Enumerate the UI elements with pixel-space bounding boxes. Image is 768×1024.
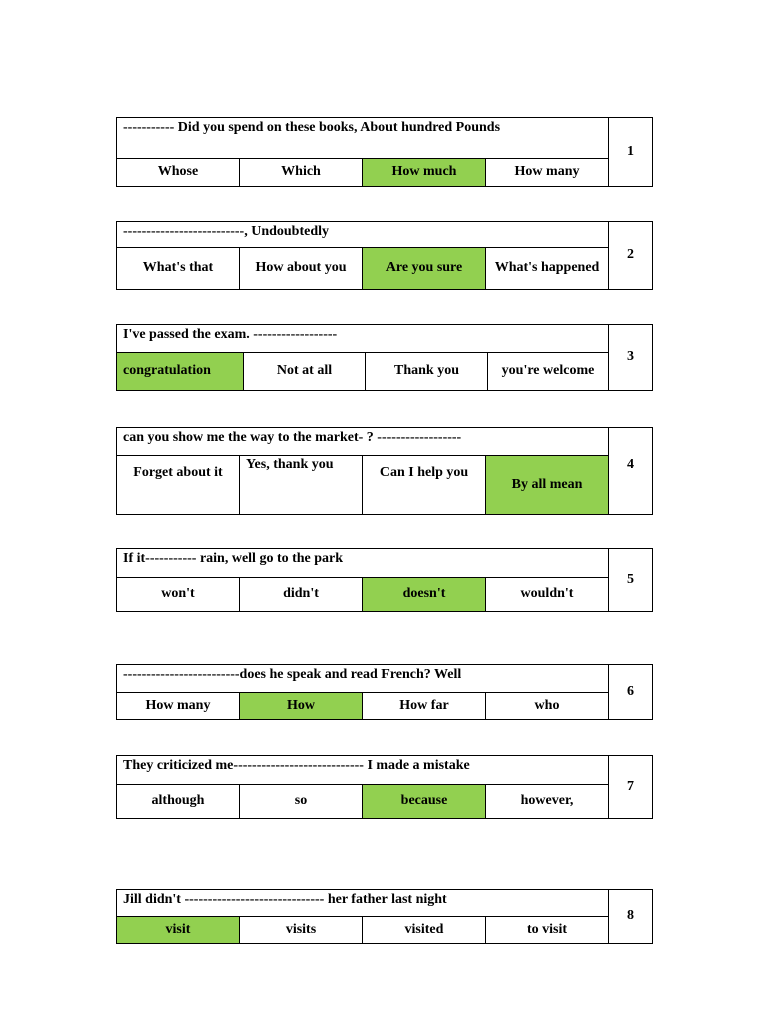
answer-option[interactable]: What's that — [117, 248, 240, 290]
question-8 — [116, 889, 652, 944]
answer-option[interactable]: visits — [240, 917, 363, 944]
question-7 — [116, 755, 652, 819]
question-stem: Jill didn't ------------------------------ her father last night — [117, 890, 609, 917]
answer-option-selected[interactable]: By all mean — [486, 456, 609, 515]
answer-option-selected[interactable]: How much — [363, 159, 486, 187]
answer-option-selected[interactable]: How — [240, 693, 363, 720]
answer-option[interactable]: didn't — [240, 578, 363, 612]
question-4 — [116, 427, 652, 515]
question-number: 4 — [609, 428, 653, 515]
question-number: 5 — [609, 549, 653, 612]
answer-option[interactable]: however, — [486, 785, 609, 819]
answer-option-selected[interactable]: congratulation — [117, 353, 244, 391]
question-number: 7 — [609, 756, 653, 819]
answer-option[interactable]: How about you — [240, 248, 363, 290]
question-stem: They criticized me---------------------------- I made a mistake — [117, 756, 609, 785]
answer-option[interactable]: How many — [117, 693, 240, 720]
answer-option-selected[interactable]: Are you sure — [363, 248, 486, 290]
answer-option-selected[interactable]: because — [363, 785, 486, 819]
answer-option[interactable]: to visit — [486, 917, 609, 944]
question-2 — [116, 221, 652, 290]
question-number: 6 — [609, 665, 653, 720]
question-6 — [116, 664, 652, 720]
question-3 — [116, 324, 652, 391]
question-stem: If it----------- rain, well go to the park — [117, 549, 609, 578]
answer-option[interactable]: Not at all — [244, 353, 366, 391]
answer-option[interactable]: wouldn't — [486, 578, 609, 612]
answer-option[interactable]: Yes, thank you — [240, 456, 363, 515]
answer-option[interactable]: Whose — [117, 159, 240, 187]
question-number: 2 — [609, 222, 653, 290]
answer-option[interactable]: you're welcome — [488, 353, 609, 391]
question-number: 1 — [609, 118, 653, 187]
answer-option[interactable]: so — [240, 785, 363, 819]
answer-option[interactable]: although — [117, 785, 240, 819]
answer-option-selected[interactable]: visit — [117, 917, 240, 944]
answer-option[interactable]: What's happened — [486, 248, 609, 290]
answer-option[interactable]: visited — [363, 917, 486, 944]
answer-option[interactable]: Forget about it — [117, 456, 240, 515]
question-1 — [116, 117, 652, 187]
answer-option[interactable]: who — [486, 693, 609, 720]
question-5 — [116, 548, 652, 612]
question-stem: ----------- Did you spend on these books, About hundred Pounds — [117, 118, 609, 159]
question-number: 3 — [609, 325, 653, 391]
question-stem: can you show me the way to the market- ? ------------------ — [117, 428, 609, 456]
answer-option[interactable]: Which — [240, 159, 363, 187]
answer-option[interactable]: How far — [363, 693, 486, 720]
answer-option[interactable]: won't — [117, 578, 240, 612]
answer-option-selected[interactable]: doesn't — [363, 578, 486, 612]
question-number: 8 — [609, 890, 653, 944]
question-stem: -------------------------does he speak and read French? Well — [117, 665, 609, 693]
answer-option[interactable]: How many — [486, 159, 609, 187]
question-stem: I've passed the exam. ------------------ — [117, 325, 609, 353]
question-stem: --------------------------, Undoubtedly — [117, 222, 609, 248]
answer-option[interactable]: Can I help you — [363, 456, 486, 515]
answer-option[interactable]: Thank you — [366, 353, 488, 391]
